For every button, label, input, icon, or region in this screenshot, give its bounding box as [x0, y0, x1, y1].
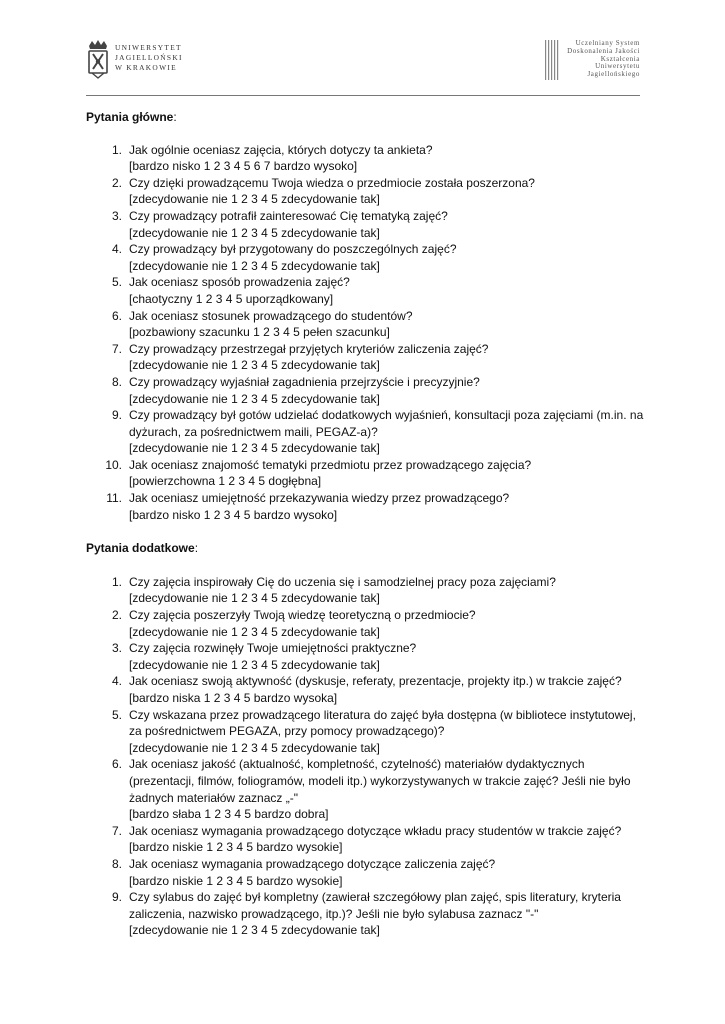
- answer-scale: [zdecydowanie nie 1 2 3 4 5 zdecydowanie tak]: [129, 740, 380, 755]
- question-number: 5.: [111, 275, 122, 290]
- question-number: 8.: [111, 856, 122, 871]
- question-item: [86, 341, 646, 374]
- question-number: 1.: [111, 142, 122, 157]
- answer-scale: [zdecydowanie nie 1 2 3 4 5 zdecydowanie tak]: [129, 923, 380, 938]
- question-text: Jak oceniasz swoją aktywność (dyskusje, referaty, prezentacje, projekty itp.) w trakcie zajęć?: [129, 674, 622, 689]
- answer-scale: [zdecydowanie nie 1 2 3 4 5 zdecydowanie tak]: [129, 391, 380, 406]
- question-item: [86, 756, 646, 822]
- question-number: 9.: [111, 408, 122, 423]
- question-number: 3.: [111, 641, 122, 656]
- question-number: 6.: [111, 757, 122, 772]
- page-header: [86, 40, 640, 92]
- answer-scale: [bardzo niskie 1 2 3 4 5 bardzo wysokie]: [129, 840, 343, 855]
- quality-system-logo: [545, 40, 640, 80]
- question-text: Jak oceniasz stosunek prowadzącego do studentów?: [129, 308, 413, 323]
- question-item: [86, 490, 646, 523]
- question-text: Czy prowadzący był przygotowany do poszczególnych zajęć?: [129, 242, 457, 257]
- answer-scale: [zdecydowanie nie 1 2 3 4 5 zdecydowanie tak]: [129, 192, 380, 207]
- vertical-bars-icon: [545, 40, 559, 80]
- university-line: UNIWERSYTET: [115, 43, 182, 52]
- question-text: Czy prowadzący przestrzegał przyjętych kryteriów zaliczenia zajęć?: [129, 341, 489, 356]
- question-text: Jak oceniasz umiejętność przekazywania wiedzy przez prowadzącego?: [129, 491, 510, 506]
- question-number: 6.: [111, 308, 122, 323]
- question-number: 9.: [111, 890, 122, 905]
- question-text: Jak oceniasz znajomość tematyki przedmiotu przez prowadzącego zajęcia?: [129, 457, 532, 472]
- question-number: 5.: [111, 707, 122, 722]
- title-colon: :: [173, 110, 177, 124]
- system-line: Uczelniany System: [575, 39, 640, 47]
- answer-scale: [zdecydowanie nie 1 2 3 4 5 zdecydowanie tak]: [129, 358, 380, 373]
- crown-crest-icon: [86, 40, 110, 80]
- question-number: 11.: [106, 491, 122, 506]
- question-item: [86, 607, 646, 640]
- question-text: Jak ogólnie oceniasz zajęcia, których dotyczy ta ankieta?: [129, 142, 433, 157]
- additional-questions-list: [86, 574, 646, 939]
- question-text: Czy prowadzący wyjaśniał zagadnienia przejrzyście i precyzyjnie?: [129, 374, 480, 389]
- question-number: 8.: [111, 374, 122, 389]
- question-text: Jak oceniasz wymagania prowadzącego dotyczące wkładu pracy studentów w trakcie zajęć?: [129, 823, 622, 838]
- question-number: 10.: [105, 457, 122, 472]
- additional-section-title: [86, 540, 646, 557]
- university-line: W KRAKOWIE: [115, 63, 177, 72]
- answer-scale: [powierzchowna 1 2 3 4 5 dogłębna]: [129, 474, 322, 489]
- question-item: [86, 457, 646, 490]
- question-text: Czy prowadzący był gotów udzielać dodatkowych wyjaśnień, konsultacji poza zajęciami (m.in. na dyżurach, za pośrednictwem maili, PEGAZ-a)?: [129, 408, 644, 439]
- system-line: Kształcenia: [600, 54, 640, 63]
- question-item: [86, 856, 646, 889]
- quality-system-name: [567, 40, 640, 79]
- university-line: JAGIELLOŃSKI: [115, 53, 183, 62]
- question-number: 3.: [111, 208, 122, 223]
- question-item: [86, 673, 646, 706]
- question-item: [86, 640, 646, 673]
- main-section-title-text: Pytania główne: [86, 110, 174, 124]
- question-item: [86, 707, 646, 757]
- title-colon: :: [194, 541, 199, 556]
- answer-scale: [pozbawiony szacunku 1 2 3 4 5 pełen szacunku]: [129, 325, 390, 340]
- question-item: [86, 407, 646, 457]
- question-text: Jak oceniasz sposób prowadzenia zajęć?: [129, 275, 350, 290]
- answer-scale: [zdecydowanie nie 1 2 3 4 5 zdecydowanie tak]: [129, 225, 380, 240]
- system-line: Jagiellońskiego: [587, 70, 640, 79]
- answer-scale: [bardzo niskie 1 2 3 4 5 bardzo wysokie]: [129, 873, 343, 888]
- question-item: [86, 175, 646, 208]
- answer-scale: [bardzo nisko 1 2 3 4 5 6 7 bardzo wysoko]: [129, 159, 358, 174]
- answer-scale: [bardzo słaba 1 2 3 4 5 bardzo dobra]: [129, 807, 329, 822]
- answer-scale: [zdecydowanie nie 1 2 3 4 5 zdecydowanie tak]: [129, 624, 380, 639]
- question-number: 2.: [111, 608, 122, 623]
- additional-section-title-text: Pytania dodatkowe: [86, 541, 195, 556]
- question-number: 7.: [111, 341, 122, 356]
- question-item: [86, 274, 646, 307]
- header-divider: [86, 95, 640, 96]
- question-text: Jak oceniasz wymagania prowadzącego dotyczące zaliczenia zajęć?: [129, 856, 496, 871]
- question-item: [86, 241, 646, 274]
- question-number: 7.: [111, 823, 122, 838]
- answer-scale: [zdecydowanie nie 1 2 3 4 5 zdecydowanie tak]: [129, 657, 380, 672]
- question-item: [86, 308, 646, 341]
- university-logo: [86, 40, 183, 80]
- question-item: [86, 142, 646, 175]
- main-questions-list: [86, 142, 646, 524]
- question-text: Czy zajęcia poszerzyły Twoją wiedzę teoretyczną o przedmiocie?: [129, 608, 476, 623]
- system-line: Uniwersytetu: [595, 62, 640, 71]
- question-number: 4.: [111, 674, 122, 689]
- answer-scale: [bardzo nisko 1 2 3 4 5 bardzo wysoko]: [129, 507, 338, 522]
- question-item: [86, 574, 646, 607]
- question-item: [86, 374, 646, 407]
- answer-scale: [chaotyczny 1 2 3 4 5 uporządkowany]: [129, 291, 334, 306]
- question-item: [86, 208, 646, 241]
- question-text: Czy prowadzący potrafił zainteresować Cię tematyką zajęć?: [129, 208, 448, 223]
- answer-scale: [zdecydowanie nie 1 2 3 4 5 zdecydowanie tak]: [129, 258, 380, 273]
- university-name: [115, 43, 183, 73]
- question-text: Czy zajęcia rozwinęły Twoje umiejętności praktyczne?: [129, 641, 417, 656]
- question-number: 2.: [111, 175, 122, 190]
- question-number: 1.: [111, 574, 122, 589]
- document-body: [86, 109, 646, 939]
- answer-scale: [bardzo niska 1 2 3 4 5 bardzo wysoka]: [129, 691, 338, 705]
- answer-scale: [zdecydowanie nie 1 2 3 4 5 zdecydowanie tak]: [129, 441, 380, 456]
- answer-scale: [zdecydowanie nie 1 2 3 4 5 zdecydowanie tak]: [129, 591, 380, 606]
- question-text: Jak oceniasz jakość (aktualność, kompletność, czytelność) materiałów dydaktycznych (prezentacji, filmów, foliogramów, modeli itp.) wykorzystywanych w trakcie zajęć? Jeśli nie było żadnych materiałów zaznacz „-": [129, 757, 631, 805]
- question-item: [86, 889, 646, 939]
- question-text: Czy zajęcia inspirowały Cię do uczenia się i samodzielnej pracy poza zajęciami?: [129, 574, 556, 589]
- system-line: Doskonalenia Jakości: [567, 46, 640, 55]
- question-text: Czy sylabus do zajęć był kompletny (zawierał szczegółowy plan zajęć, spis literatury, kryteria zaliczenia, nazwisko prowadzącego, itp.)? Jeśli nie było sylabusa zaznacz "-": [129, 890, 621, 921]
- main-section-title: [86, 109, 646, 126]
- question-item: [86, 823, 646, 856]
- question-text: Czy dzięki prowadzącemu Twoja wiedza o przedmiocie została poszerzona?: [129, 175, 535, 190]
- question-number: 4.: [111, 242, 122, 257]
- question-text: Czy wskazana przez prowadzącego literatura do zajęć była dostępna (w bibliotece instytutowej, za pośrednictwem PEGAZA, przy pomocy prowadzącego)?: [129, 707, 636, 739]
